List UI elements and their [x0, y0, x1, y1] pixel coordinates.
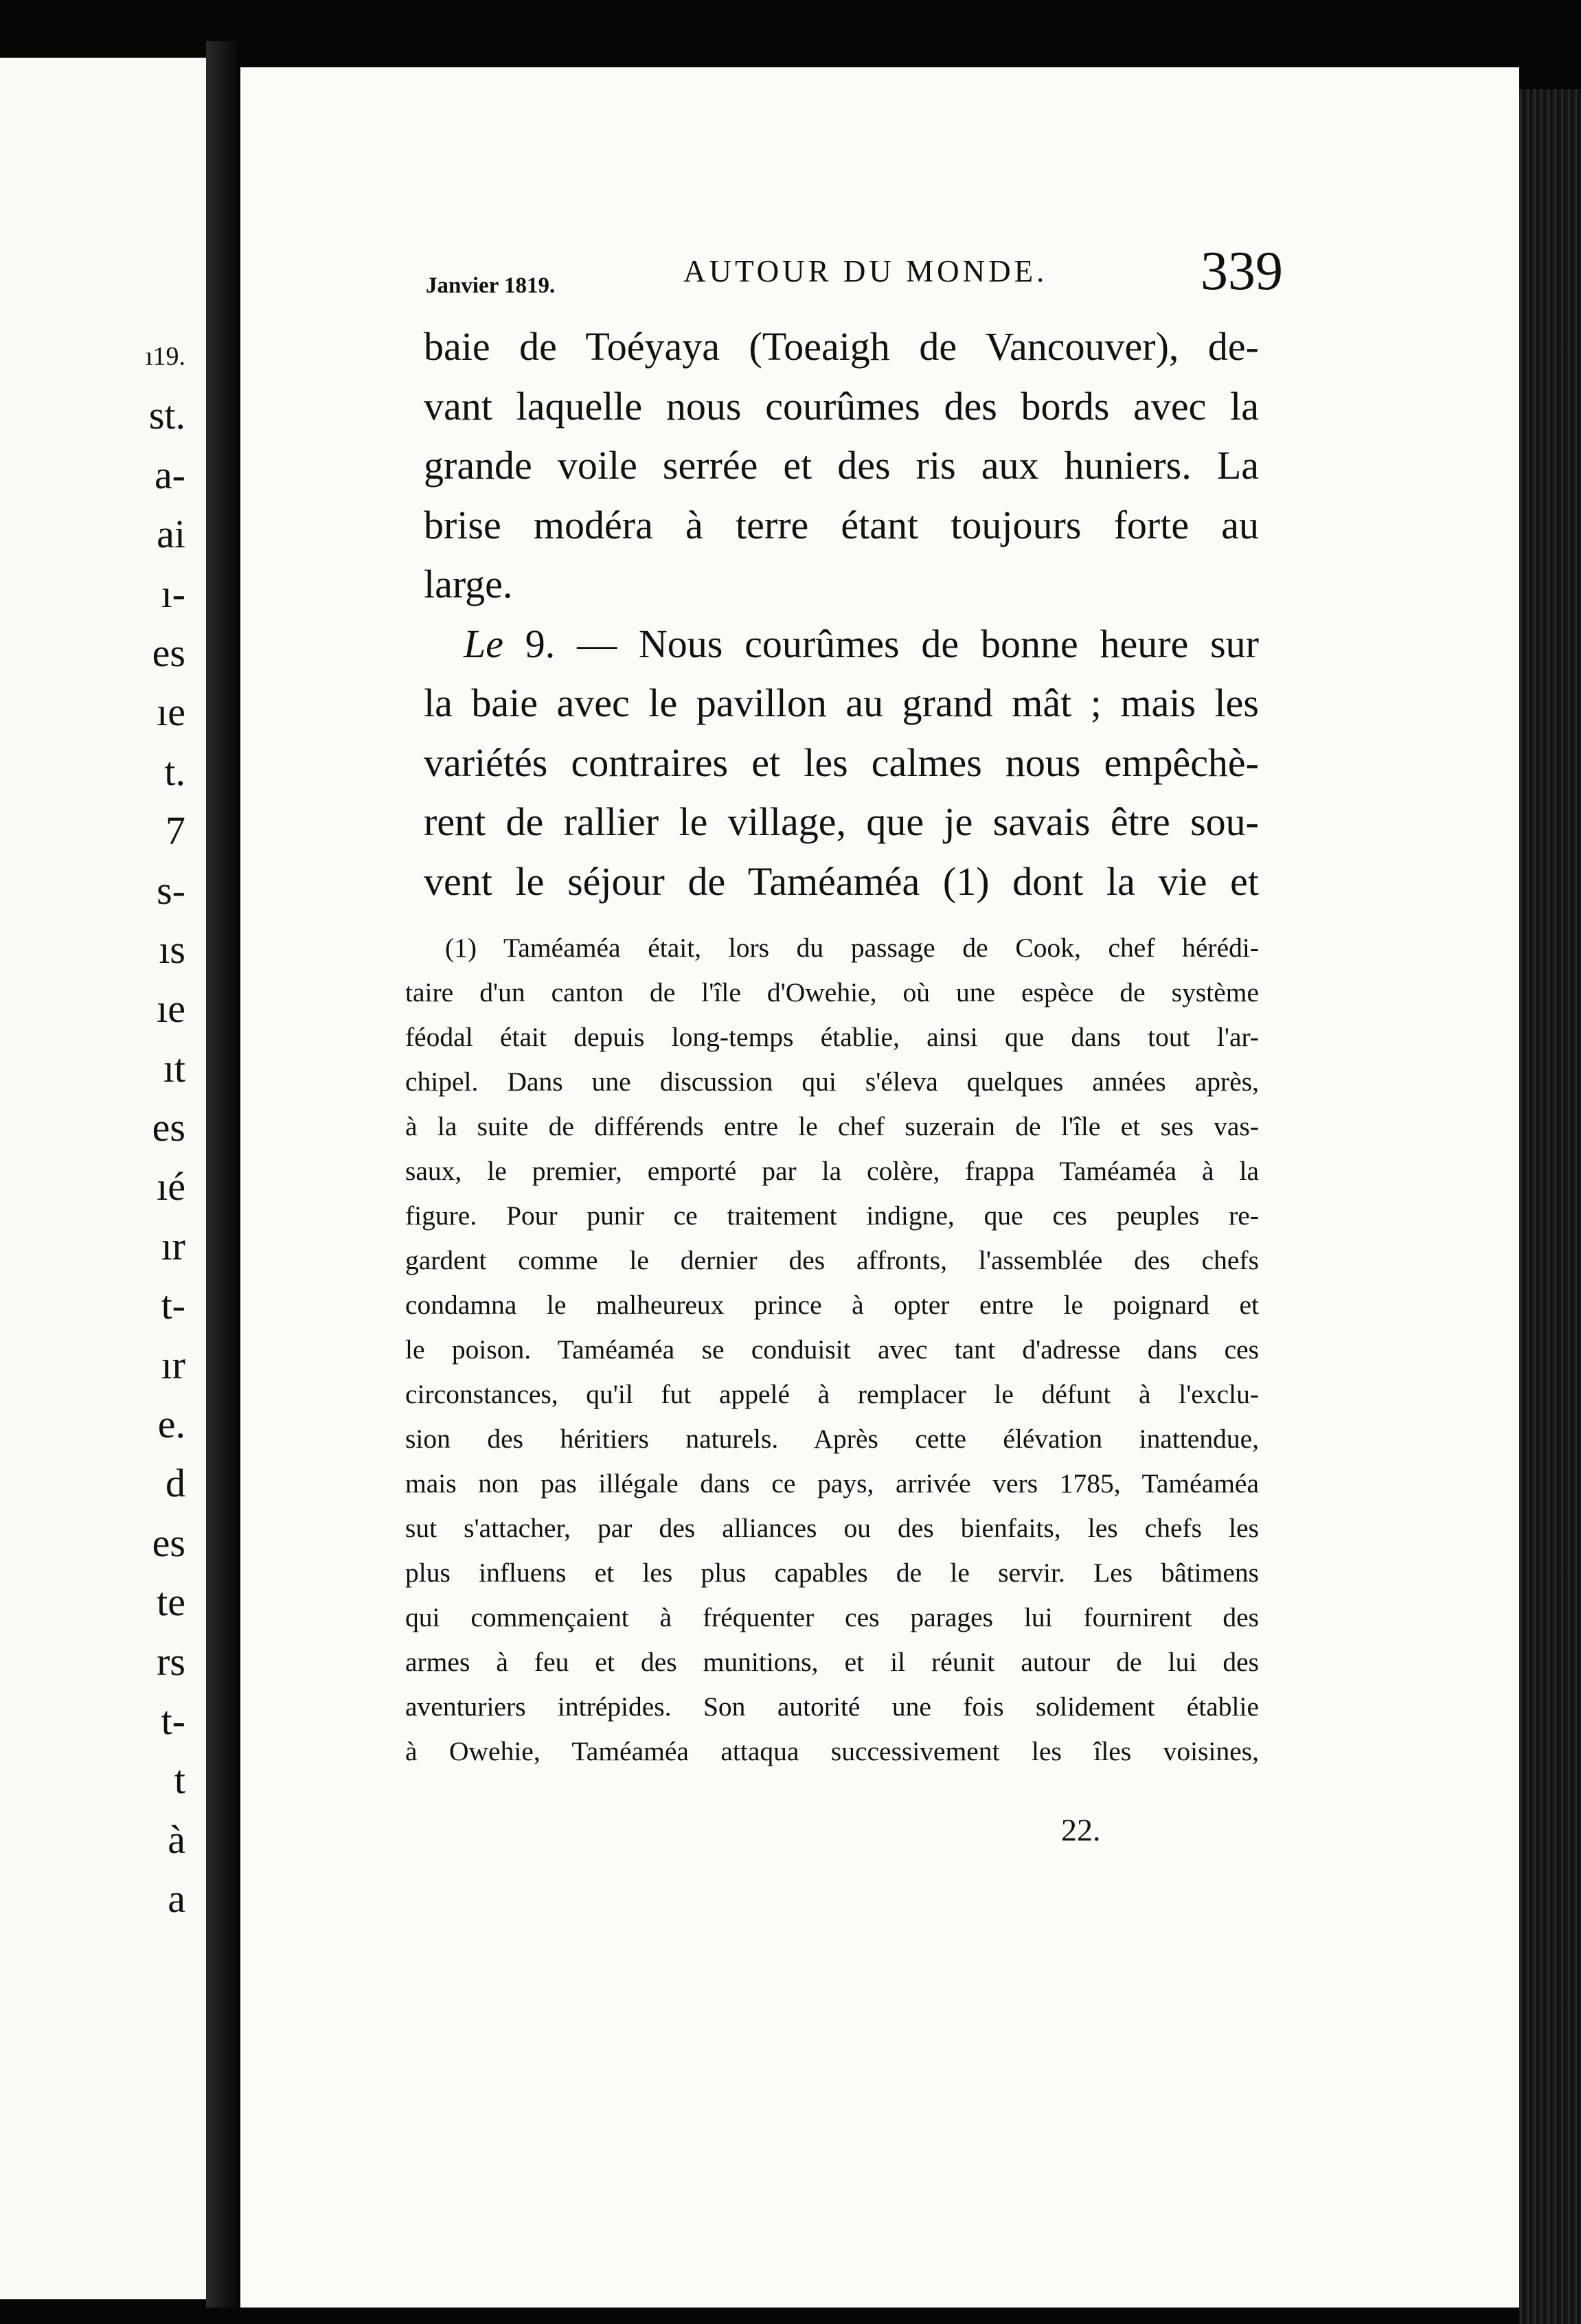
- line-ending: ıs: [159, 926, 185, 972]
- footnote-line: condamna le malheureux prince à opter entre le poignard et: [405, 1290, 1259, 1320]
- line-ending: t.: [164, 749, 185, 794]
- text-line: vent le séjour de Taméaméa (1) dont la vie et: [424, 858, 1259, 904]
- line-ending: a-: [154, 452, 185, 497]
- body-text: [424, 317, 1259, 911]
- text-line: large.: [424, 562, 513, 606]
- footnote-line: chipel. Dans une discussion qui s'éleva quelques années après,: [405, 1067, 1259, 1097]
- footnote-line: (1) Taméaméa était, lors du passage de Cook, chef hérédi-: [445, 933, 1259, 963]
- footnote-line: circonstances, qu'il fut appelé à remplacer le défunt à l'exclu-: [405, 1379, 1259, 1409]
- line-ending: es: [152, 630, 185, 675]
- line-ending: t: [174, 1757, 185, 1803]
- footnote-line: sion des héritiers naturels. Après cette élévation inattendue,: [405, 1424, 1259, 1454]
- margin-date-note: Janvier 1819.: [426, 273, 556, 298]
- date-lead: Le: [464, 621, 503, 666]
- text-line: variétés contraires et les calmes nous empêchè-: [424, 740, 1259, 785]
- line-ending: st.: [148, 393, 185, 438]
- text-line: grande voile serrée et des ris aux huniers. La: [424, 443, 1259, 488]
- footnote-line: sut s'attacher, par des alliances ou des bienfaits, les chefs les: [405, 1513, 1259, 1543]
- footnote-line: gardent comme le dernier des affronts, l'assemblée des chefs: [405, 1245, 1259, 1275]
- footnote-line: figure. Pour punir ce traitement indigne, que ces peuples re-: [405, 1200, 1259, 1231]
- footnote-line: qui commençaient à fréquenter ces parages lui fournirent des: [405, 1602, 1259, 1632]
- line-ending: t-: [161, 1283, 185, 1328]
- line-ending: à: [168, 1816, 185, 1862]
- line-ending: ıe: [157, 986, 185, 1032]
- line-ending: es: [152, 1520, 185, 1565]
- line-ending: rs: [157, 1639, 185, 1684]
- gutter-shadow: [206, 41, 240, 2308]
- line-ending: ır: [161, 1342, 185, 1387]
- line-ending: ı-: [161, 571, 185, 616]
- previous-page-line-endings: [0, 327, 206, 1929]
- text-line: brise modéra à terre étant toujours forte au: [424, 502, 1259, 547]
- paragraph-first-line: [424, 615, 1259, 674]
- line-ending: ıé: [157, 1164, 185, 1209]
- line-ending: ır: [161, 1223, 185, 1268]
- footnote-line: taire d'un canton de l'île d'Owehie, où une espèce de système: [405, 977, 1259, 1007]
- line-ending: ai: [157, 512, 185, 557]
- footnote-line: féodal était depuis long-temps établie, ainsi que dans tout l'ar-: [405, 1022, 1259, 1052]
- footnote-line: saux, le premier, emporté par la colère, frappa Taméaméa à la: [405, 1156, 1259, 1186]
- signature-mark: 22.: [1061, 1812, 1101, 1847]
- line-ending: ıt: [163, 1045, 185, 1091]
- text-line: rent de rallier le village, que je savais être sou-: [424, 799, 1259, 844]
- line-ending: d: [166, 1461, 185, 1506]
- text-line: baie de Toéyaya (Toeaigh de Vancouver), de-: [424, 324, 1259, 369]
- line-ending: ı19.: [145, 342, 185, 371]
- footnote-line: aventuriers intrépides. Son autorité une fois solidement établie: [405, 1691, 1259, 1722]
- line-ending: e.: [157, 1402, 185, 1447]
- paragraph-first-line-text: 9. — Nous courûmes de bonne heure sur: [525, 621, 1259, 666]
- text-line: vant laquelle nous courûmes des bords avec la: [424, 383, 1259, 429]
- footnote-line: à la suite de différends entre le chef suzerain de l'île et ses vas-: [405, 1111, 1259, 1141]
- line-ending: t-: [161, 1698, 185, 1743]
- footnote-line: mais non pas illégale dans ce pays, arrivée vers 1785, Taméaméa: [405, 1468, 1259, 1499]
- line-ending: es: [152, 1105, 185, 1150]
- line-ending: te: [157, 1580, 185, 1625]
- footnote-line: armes à feu et des munitions, et il réunit autour de lui des: [405, 1647, 1259, 1677]
- footnote: [405, 926, 1259, 1774]
- line-ending: a: [168, 1876, 185, 1922]
- page-stack-edge: [1519, 89, 1581, 2324]
- running-head: AUTOUR DU MONDE.: [683, 254, 1048, 288]
- previous-page-strip: [0, 58, 206, 2299]
- line-ending: 7: [166, 808, 185, 854]
- line-ending: s-: [157, 867, 185, 913]
- footnote-line: à Owehie, Taméaméa attaqua successivement les îles voisines,: [405, 1736, 1259, 1766]
- footnote-line: plus influens et les plus capables de le servir. Les bâtimens: [405, 1558, 1259, 1588]
- page-number: 339: [1201, 241, 1283, 301]
- footnote-line: le poison. Taméaméa se conduisit avec tant d'adresse dans ces: [405, 1334, 1259, 1365]
- text-line: la baie avec le pavillon au grand mât ; mais les: [424, 681, 1259, 725]
- line-ending: ıe: [157, 690, 185, 735]
